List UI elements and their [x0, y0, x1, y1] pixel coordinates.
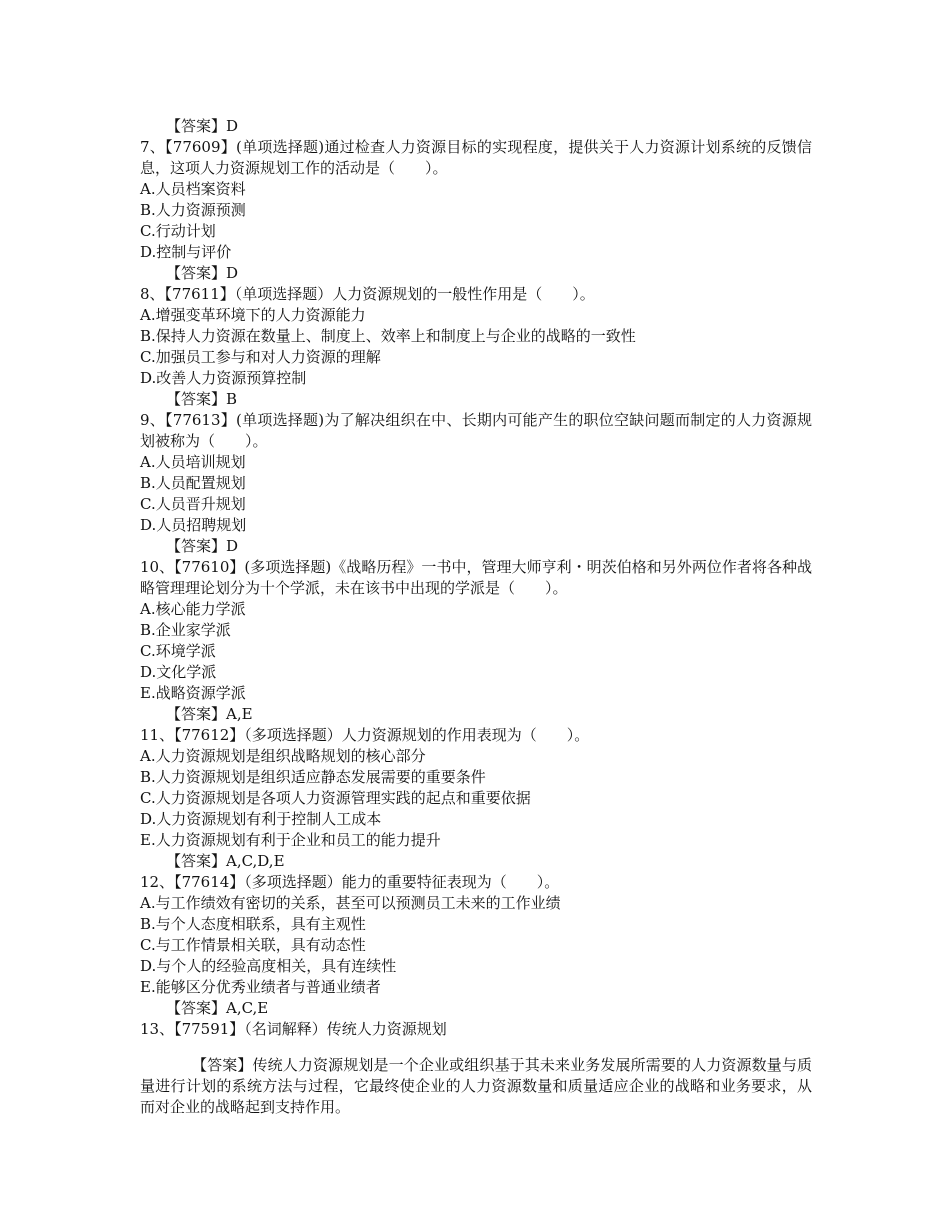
option-item: E.能够区分优秀业绩者与普通业绩者: [140, 978, 381, 996]
option-item: D.改善人力资源预算控制: [140, 369, 307, 387]
option-item: B.人员配置规划: [140, 474, 246, 492]
option-item: C.人员晋升规划: [140, 495, 246, 513]
option-item: A.人力资源规划是组织战略规划的核心部分: [140, 747, 426, 765]
answer-line: 【答案】D: [166, 264, 239, 282]
option-item: D.控制与评价: [140, 243, 232, 261]
option-item: D.文化学派: [140, 663, 217, 681]
question-block: [140, 725, 812, 872]
question-block: [140, 137, 812, 284]
question-stem: 9、【77613】(单项选择题)为了解决组织在中、长期内可能产生的职位空缺问题而制定的人力资源规划被称为（ ）。: [140, 411, 812, 450]
option-item: B.人力资源规划是组织适应静态发展需要的重要条件: [140, 768, 486, 786]
option-item: A.核心能力学派: [140, 600, 246, 618]
question-block: [140, 557, 812, 725]
option-item: A.人员档案资料: [140, 180, 246, 198]
option-item: A.人员培训规划: [140, 453, 246, 471]
definition-question: [140, 1019, 812, 1118]
question-stem: 11、【77612】（多项选择题）人力资源规划的作用表现为（ ）。: [140, 726, 590, 744]
option-item: C.环境学派: [140, 642, 216, 660]
answer-line: 【答案】A,C,E: [166, 999, 269, 1017]
option-item: C.行动计划: [140, 222, 216, 240]
answer-line: 【答案】A,E: [166, 705, 253, 723]
option-item: B.人力资源预测: [140, 201, 246, 219]
option-item: E.战略资源学派: [140, 684, 246, 702]
answer-line: 【答案】B: [166, 390, 238, 408]
question-stem: 12、【77614】（多项选择题）能力的重要特征表现为（ ）。: [140, 873, 560, 891]
answer-line: 【答案】D: [166, 537, 239, 555]
question-block: [140, 410, 812, 557]
option-item: A.与工作绩效有密切的关系，甚至可以预测员工未来的工作业绩: [140, 894, 561, 912]
answer-line: 【答案】D: [166, 117, 239, 135]
option-item: A.增强变革环境下的人力资源能力: [140, 306, 366, 324]
option-item: D.人力资源规划有利于控制人工成本: [140, 810, 382, 828]
option-item: B.与个人态度相联系，具有主观性: [140, 915, 366, 933]
option-item: D.与个人的经验高度相关，具有连续性: [140, 957, 397, 975]
option-item: E.人力资源规划有利于企业和员工的能力提升: [140, 831, 441, 849]
question-stem: 13、【77591】（名词解释）传统人力资源规划: [140, 1020, 447, 1038]
option-item: C.人力资源规划是各项人力资源管理实践的起点和重要依据: [140, 789, 531, 807]
option-item: B.保持人力资源在数量上、制度上、效率上和制度上与企业的战略的一致性: [140, 327, 636, 345]
question-stem: 10、【77610】(多项选择题)《战略历程》一书中，管理大师亨利・明茨伯格和另外两位作者将各种战略管理理论划分为十个学派，未在该书中出现的学派是（ ）。: [140, 558, 812, 597]
question-block: [140, 872, 812, 1019]
option-item: C.加强员工参与和对人力资源的理解: [140, 348, 381, 366]
option-item: B.企业家学派: [140, 621, 231, 639]
question-list: [140, 137, 812, 1019]
question-stem: 8、【77611】（单项选择题）人力资源规划的一般性作用是（ ）。: [140, 285, 595, 303]
option-item: D.人员招聘规划: [140, 516, 247, 534]
exam-document: [140, 116, 812, 1133]
question-stem: 7、【77609】(单项选择题)通过检查人力资源目标的实现程度，提供关于人力资源计划系统的反馈信息，这项人力资源规划工作的活动是（ ）。: [140, 138, 812, 177]
answer-line: 【答案】A,C,D,E: [166, 852, 285, 870]
option-item: C.与工作情景相关联，具有动态性: [140, 936, 366, 954]
question-block: [140, 284, 812, 410]
definition-answer: 【答案】传统人力资源规划是一个企业或组织基于其未来业务发展所需要的人力资源数量与质量进行计划的系统方法与过程，它最终使企业的人力资源数量和质量适应企业的战略和业务要求，从而对企业的战略起到支持作用。: [140, 1056, 812, 1116]
